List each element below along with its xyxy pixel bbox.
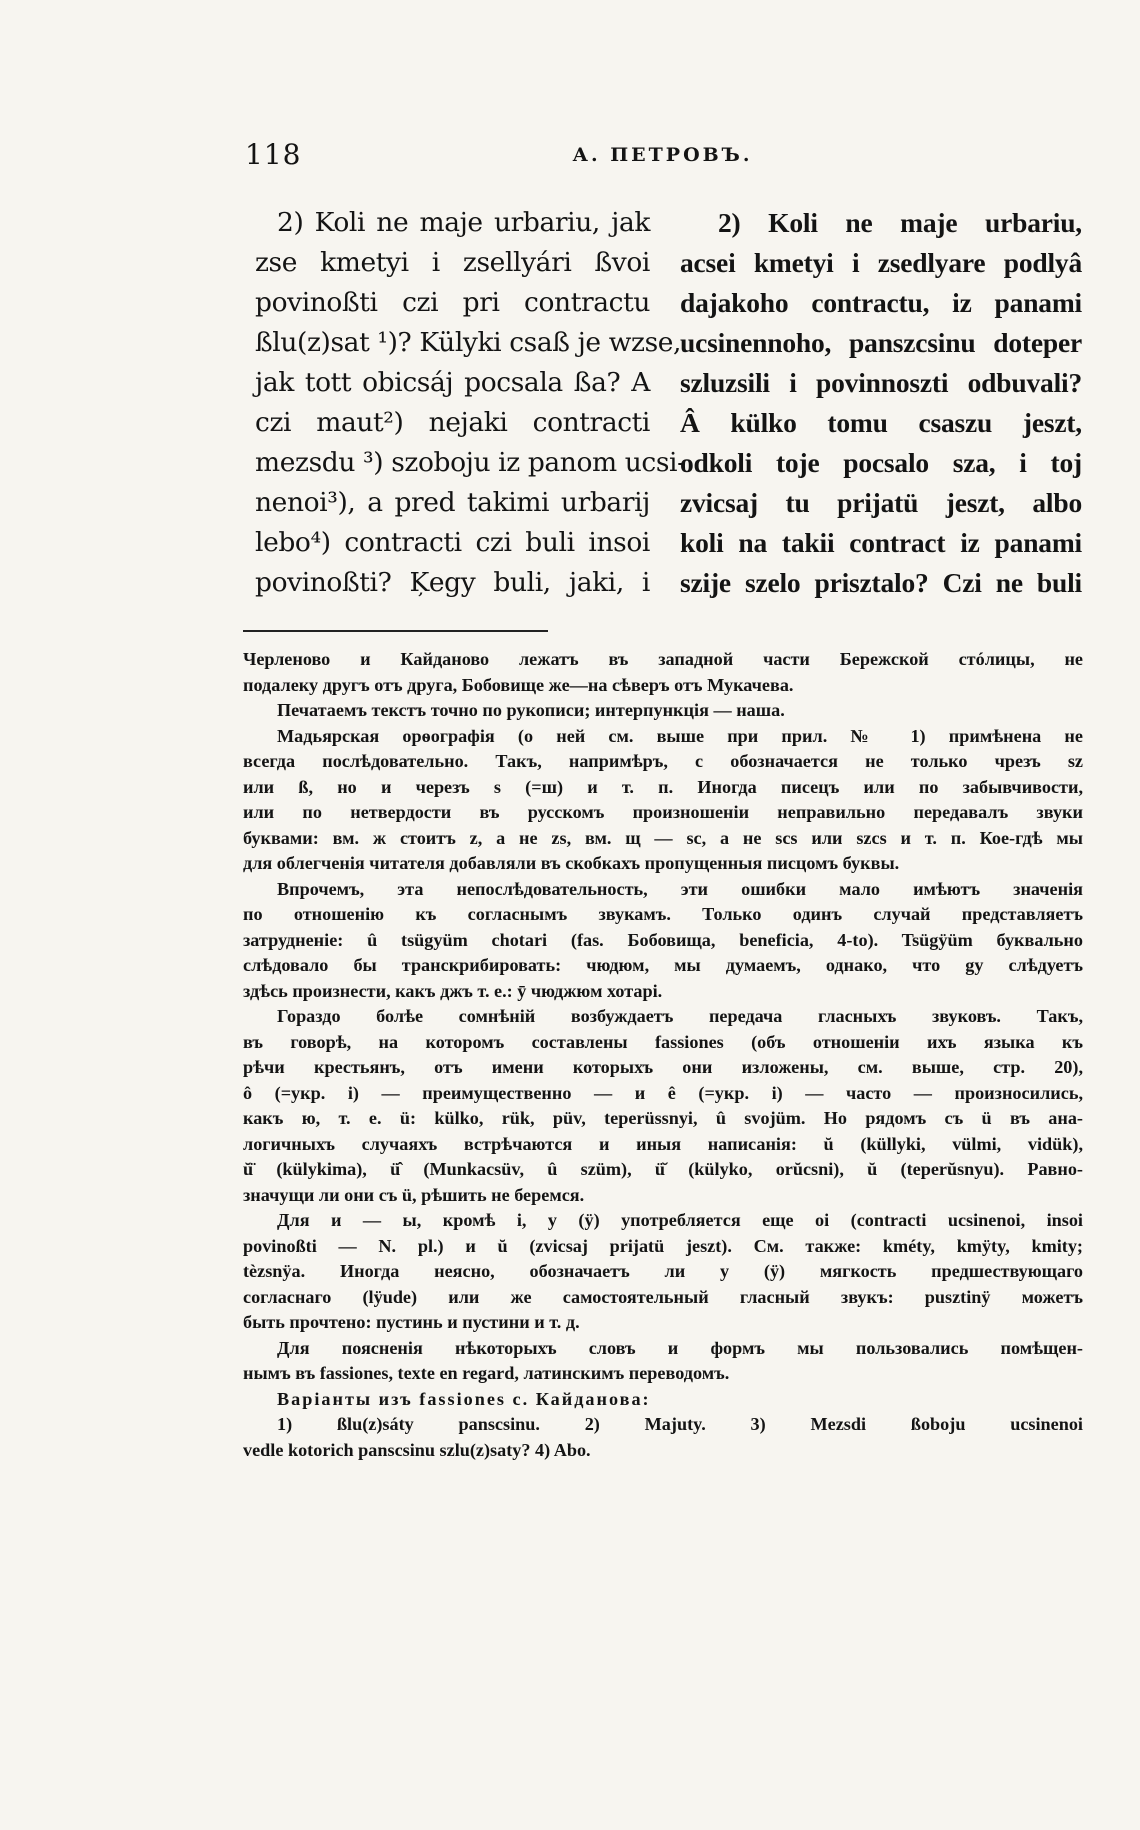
footnote-line: povinoßti — N. pl.) и ŭ (zvicsaj prijatü jeszt). См. также: kméty, kmÿty, kmity; [243, 1235, 1083, 1256]
footnote-line: ŭ̈ (külykima), ü̂ (Munkacsüv, û szüm), ü̆ (külyko, orŭcsni), ŭ (teperŭsnyu). Равно- [243, 1159, 1083, 1179]
footnote-line: ô (=укр. і) — преимущественно — и ê (=укр. і) — часто — произносились, [243, 1082, 1083, 1103]
left-column-line: povinoßti czi pri contractu [255, 287, 650, 318]
footnote-line: затрудненіе: û tsügyüm chotari (fas. Бобовища, beneficia, 4-to). Tsügÿüm буквально [243, 929, 1083, 950]
footnotes [243, 647, 1083, 1463]
footnote-line: tèzsnÿa. Иногда неясно, обозначаетъ ли y (ÿ) мягкость предшествующаго [243, 1261, 1083, 1281]
footnote-line: всегда послѣдовательно. Такъ, напримѣръ, c обозначается не только чрезъ sz [243, 751, 1083, 771]
right-column-line: ucsinennoho, panszcsinu doteper [680, 327, 1082, 358]
footnote-line: Варіанты изъ fassiones с. Кайданова: [277, 1388, 651, 1409]
footnote-line: быть прочтено: пустинь и пустини и т. д. [243, 1312, 580, 1332]
footnote-line: Печатаемъ текстъ точно по рукописи; интерпункція — наша. [277, 700, 785, 720]
left-column-line: jak tott obicsáj pocsala ßa? A [255, 367, 650, 398]
footnote-line: 1) ßlu(z)sáty panscsinu. 2) Majuty. 3) Mezsdi ßoboju ucsinenoi [277, 1414, 1083, 1434]
left-column-line: mezsdu ³) szoboju iz panom ucsi- [255, 447, 686, 478]
footnote-line: слѣдовало бы транскрибировать: чюдюм, мы думаемъ, однако, что gy слѣдуетъ [243, 955, 1083, 975]
page-number: 118 [245, 138, 302, 171]
footnote-line: нымъ въ fassiones, texte en regard, латинскимъ переводомъ. [243, 1363, 730, 1383]
running-title: А. ПЕТРОВЪ. [572, 144, 753, 166]
left-column-line: povinoßti? Ķegy buli, jaki, i [255, 567, 650, 598]
footnote-rule [243, 630, 548, 632]
left-column-line: nenoi³), a pred takimi urbarij [255, 487, 650, 518]
running-head [245, 138, 1080, 178]
right-column-line: szluzsili i povinnoszti odbuvali? [680, 367, 1082, 398]
right-column-line: acsei kmetyi i zsedlyare podlyâ [680, 247, 1082, 278]
left-column-text [255, 203, 686, 603]
footnote-line: или ß, но и черезъ s (=ш) и т. п. Иногда писецъ или по забывчивости, [243, 776, 1083, 797]
right-column-line: 2) Koli ne maje urbariu, [718, 207, 1082, 238]
right-column-line: koli na takii contract iz panami [680, 527, 1082, 558]
footnote-line: Мадьярская орѳографія (о ней см. выше при прил. № 1) примѣнена не [277, 725, 1083, 746]
footnote-line: Для и — ы, кромѣ i, y (ÿ) употребляется еще oi (contracti ucsinenoi, insoi [277, 1210, 1083, 1230]
right-column-text [680, 203, 1082, 603]
right-column-line: odkoli toje pocsalo sza, i toj [680, 447, 1082, 478]
left-column-line: czi maut²) nejaki contracti [255, 407, 650, 438]
footnote-line: Гораздо болѣе сомнѣній возбуждаетъ передача гласныхъ звуковъ. Такъ, [277, 1006, 1083, 1026]
footnote-line: Черленово и Кайданово лежатъ въ западной части Бережской стóлицы, не [243, 649, 1083, 669]
right-column-line: szije szelo prisztalo? Czi ne buli [680, 567, 1082, 598]
right-column-line: dajakoho contractu, iz panami [680, 287, 1082, 318]
footnote-line: значущи ли они съ ü, рѣшить не беремся. [243, 1184, 585, 1205]
footnote-line: какъ ю, т. е. ü: külko, rük, püv, teperüssnyi, û svojüm. Но рядомъ съ ü въ ана- [243, 1108, 1083, 1128]
footnote-line: Впрочемъ, эта непослѣдовательность, эти ошибки мало имѣютъ значенія [277, 878, 1083, 899]
footnote-line: логичныхъ случаяхъ встрѣчаются и иныя написанія: ŭ (küllyki, vülmi, vidük), [243, 1133, 1083, 1154]
left-column-line: ßlu(z)sat ¹)? Külyki csaß je wzse, [255, 327, 682, 358]
footnote-line: здѣсь произнести, какъ джъ т. е.: ӯ чюджюм хотарі. [243, 980, 663, 1001]
footnote-line: по отношенію къ согласнымъ звукамъ. Только одинъ случай представляетъ [243, 904, 1083, 924]
right-column-line: Â külko tomu csaszu jeszt, [680, 407, 1082, 438]
footnote-line: для облегченія читателя добавляли въ скобкахъ пропущенныя писцомъ буквы. [243, 853, 900, 873]
left-column-line: lebo⁴) contracti czi buli insoi [255, 527, 650, 558]
footnote-line: въ говорѣ, на которомъ составлены fassiones (объ отношеніи ихъ языка къ [243, 1031, 1083, 1052]
left-column-line: zse kmetyi i zsellyári ßvoi [255, 247, 650, 278]
footnote-line: vedle kotorich panscsinu szlu(z)saty? 4) Abo. [243, 1439, 591, 1460]
footnote-line: согласнаго (lÿude) или же самостоятельный гласный звукъ: pusztinÿ можетъ [243, 1286, 1083, 1307]
footnote-line: подалеку другъ отъ друга, Бобовище же—на сѣверъ отъ Мукачева. [243, 674, 794, 695]
footnote-line: или по нетвердости въ русскомъ произношеніи неправильно передавалъ звуки [243, 802, 1083, 822]
left-column-line: 2) Koli ne maje urbariu, jak [277, 207, 650, 238]
footnote-line: Для поясненія нѣкоторыхъ словъ и формъ мы пользовались помѣщен- [277, 1337, 1083, 1358]
footnote-line: буквами: вм. ж стоитъ z, а не zs, вм. щ — sc, а не scs или szcs и т. п. Кое-гдѣ мы [243, 827, 1083, 848]
right-column-line: zvicsaj tu prijatü jeszt, albo [680, 487, 1082, 518]
footnote-line: рѣчи крестьянъ, отъ имени которыхъ они изложены, см. выше, стр. 20), [243, 1057, 1083, 1077]
